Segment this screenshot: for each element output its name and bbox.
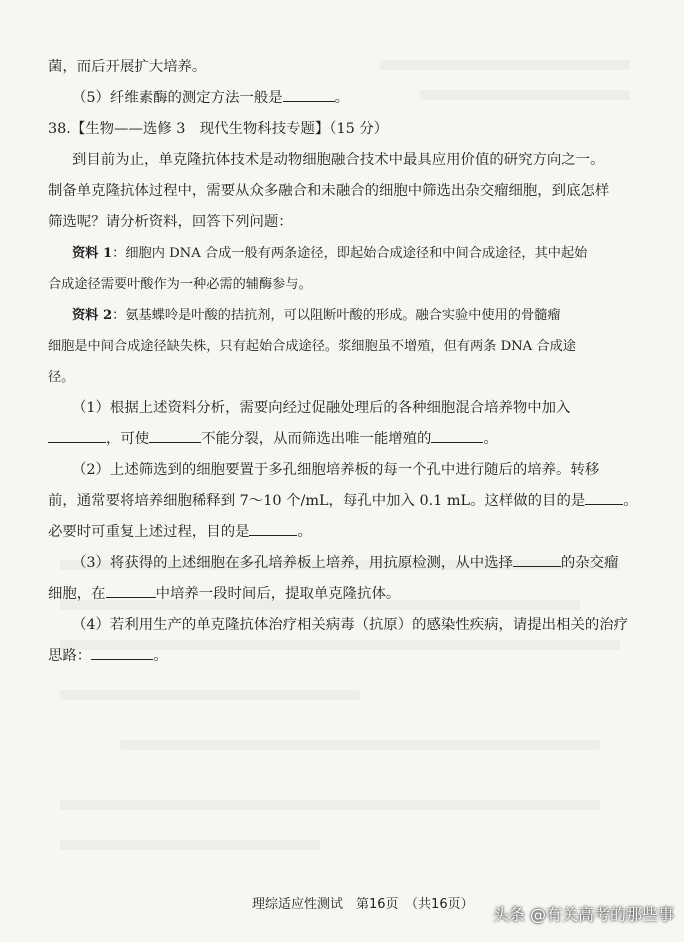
text: （2）上述筛选到的细胞要置于多孔细胞培养板的每一个孔中进行随后的培养。转移 bbox=[72, 462, 600, 478]
show-through-mark bbox=[60, 840, 320, 850]
text: 合成途径需要叶酸作为一种必需的辅酶参与。 bbox=[48, 277, 312, 292]
question-38-heading bbox=[48, 114, 648, 145]
text-line bbox=[48, 331, 648, 362]
answer-blank bbox=[585, 490, 623, 505]
text-line bbox=[48, 207, 648, 238]
text: 。 bbox=[297, 524, 312, 540]
material-2 bbox=[48, 300, 648, 331]
text-line bbox=[48, 362, 648, 393]
answer-blank bbox=[513, 552, 561, 567]
answer-blank bbox=[91, 645, 153, 660]
text-line bbox=[48, 486, 648, 517]
text: 思路： bbox=[48, 648, 92, 664]
show-through-mark bbox=[60, 690, 360, 700]
text: （5）纤维素酶的测定方法一般是 bbox=[72, 90, 283, 106]
text: 细胞是中间合成途径缺失株，只有起始合成途径。浆细胞虽不增殖，但有两条 DNA 合成途 bbox=[48, 339, 576, 354]
answer-blank bbox=[106, 583, 156, 598]
text: 到目前为止，单克隆抗体技术是动物细胞融合技术中最具应用价值的研究方向之一。 bbox=[72, 152, 605, 168]
text-line bbox=[48, 269, 648, 300]
text: 中培养一段时间后，提取单克隆抗体。 bbox=[155, 586, 401, 602]
text: 。 bbox=[334, 90, 350, 106]
question-3 bbox=[48, 548, 648, 579]
question-5 bbox=[48, 83, 648, 114]
text: 细胞，在 bbox=[48, 586, 106, 602]
material-1 bbox=[48, 238, 648, 269]
text-line bbox=[48, 517, 648, 548]
text: 径。 bbox=[48, 370, 75, 385]
text: 筛选呢？请分析资料，回答下列问题： bbox=[48, 214, 293, 230]
text-line bbox=[48, 579, 648, 610]
text: 不能分裂，从而筛选出唯一能增殖的 bbox=[201, 431, 432, 447]
text: （4）若利用生产的单克隆抗体治疗相关病毒（抗原）的感染性疾病，请提出相关的治疗 bbox=[72, 617, 629, 633]
text-line bbox=[48, 145, 648, 176]
answer-blank bbox=[249, 521, 297, 536]
material-label: 资料 2 bbox=[72, 308, 113, 323]
answer-blank bbox=[149, 428, 201, 443]
text: ，可使 bbox=[106, 431, 150, 447]
text: 。 bbox=[623, 493, 638, 509]
watermark: 头条 @有关高考的那些事 bbox=[492, 905, 674, 924]
text: ：氨基蝶呤是叶酸的拮抗剂，可以阻断叶酸的形成。融合实验中使用的骨髓瘤 bbox=[112, 308, 561, 323]
text-line bbox=[48, 176, 648, 207]
page-footer: 理综适应性测试 第16页 （共16页） bbox=[252, 897, 474, 912]
question-4 bbox=[48, 610, 648, 641]
text: 。 bbox=[483, 431, 498, 447]
text: 的杂交瘤 bbox=[560, 555, 619, 571]
text-line bbox=[48, 424, 648, 455]
text-line bbox=[48, 52, 648, 83]
question-2 bbox=[48, 455, 648, 486]
question-text bbox=[48, 52, 648, 672]
question-heading: 38.【生物——选修 3 现代生物科技专题】（15 分） bbox=[48, 121, 389, 137]
show-through-mark bbox=[60, 800, 600, 810]
answer-blank bbox=[48, 428, 106, 443]
text-line bbox=[48, 641, 648, 672]
answer-blank bbox=[431, 428, 483, 443]
text: 前，通常要将培养细胞稀释到 7～10 个/mL，每孔中加入 0.1 mL。这样做的目的是 bbox=[48, 493, 586, 509]
text: （1）根据上述资料分析，需要向经过促融处理后的各种细胞混合培养物中加入 bbox=[72, 400, 571, 416]
text: ：细胞内 DNA 合成一般有两条途径，即起始合成途径和中间合成途径，其中起始 bbox=[112, 246, 588, 261]
text: 。 bbox=[153, 648, 168, 664]
text: 制备单克隆抗体过程中，需要从众多融合和未融合的细胞中筛选出杂交瘤细胞，到底怎样 bbox=[48, 183, 610, 199]
text: （3）将获得的上述细胞在多孔培养板上培养，用抗原检测，从中选择 bbox=[72, 555, 513, 571]
text: 菌，而后开展扩大培养。 bbox=[48, 59, 207, 75]
material-label: 资料 1 bbox=[72, 246, 113, 261]
text: 必要时可重复上述过程，目的是 bbox=[48, 524, 250, 540]
show-through-mark bbox=[120, 740, 600, 750]
question-1 bbox=[48, 393, 648, 424]
answer-blank bbox=[283, 87, 335, 102]
